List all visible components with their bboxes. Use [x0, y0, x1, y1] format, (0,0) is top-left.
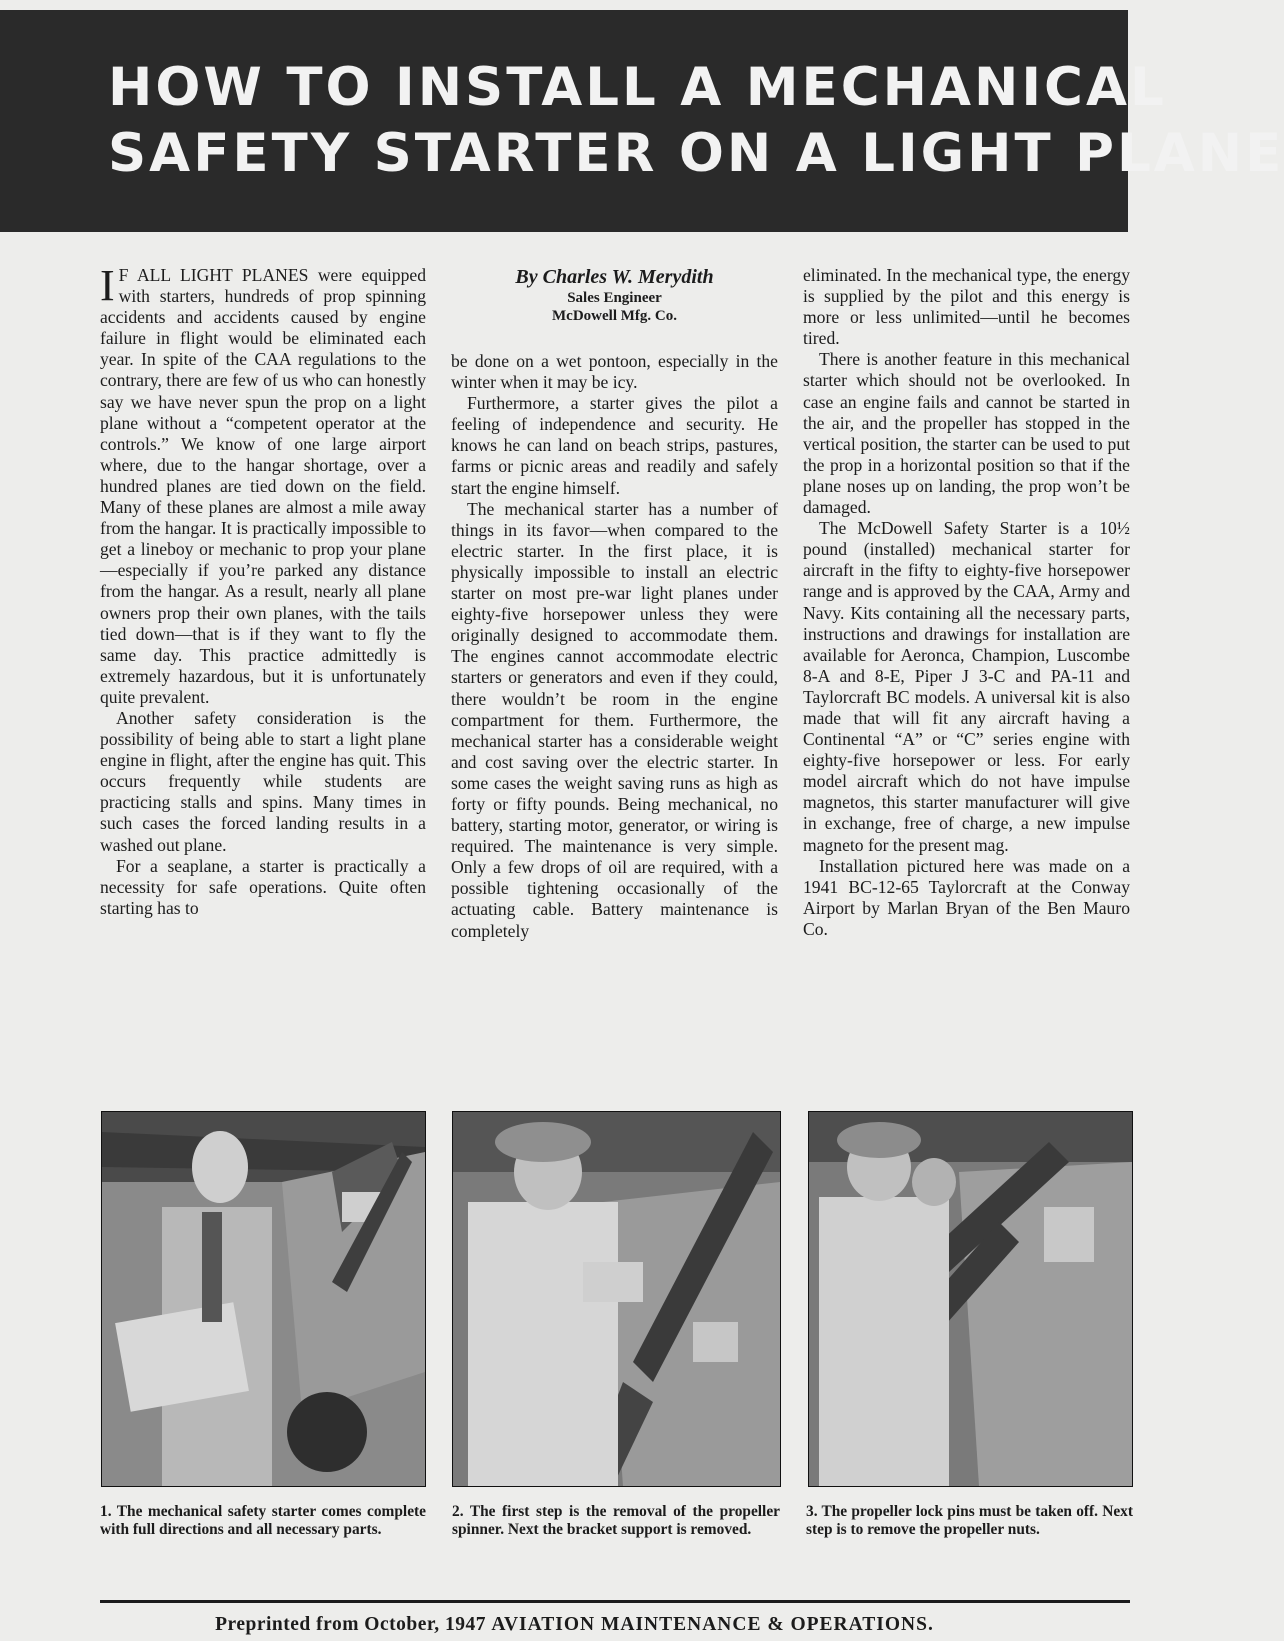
paragraph: Installation pictured here was made on a 1941 BC-12-65 Taylorcraft at the Conway Airport by Marlan Bryan of the Ben Mauro Co. — [803, 855, 1130, 939]
photo-man-with-starter-kit — [101, 1111, 426, 1487]
footer-divider — [100, 1600, 1130, 1603]
byline-role: Sales Engineer — [567, 290, 662, 306]
photo-removing-lock-pins — [808, 1111, 1133, 1487]
paragraph: eliminated. In the mechanical type, the energy is supplied by the pilot and this energy is more or less unlimited—until he becomes tired. — [803, 265, 1130, 349]
paragraph: Furthermore, a starter gives the pilot a feeling of independence and security. He knows he can land on beach strips, pastures, farms or picnic areas and readily and safely start the engine himself. — [451, 393, 778, 498]
paragraph: be done on a wet pontoon, especially in the winter when it may be icy. — [451, 351, 778, 393]
footer-publication: AVIATION MAINTENANCE & OPERATIONS. — [491, 1614, 934, 1635]
drop-cap: I — [100, 261, 115, 310]
headline-line-2: SAFETY STARTER ON A LIGHT PLANE — [108, 123, 1284, 184]
photo-removing-spinner — [452, 1111, 781, 1487]
byline — [451, 265, 778, 325]
paragraph: For a seaplane, a starter is practically a necessity for safe operations. Quite often starting has to — [100, 855, 426, 918]
paragraph: There is another feature in this mechanical starter which should not be overlooked. In case an engine fails and cannot be started in the air, and the propeller has stopped in the vertical position, the starter can be used to put the prop in a horizontal position so that if the plane noses up on landing, the prop won’t be damaged. — [803, 349, 1130, 518]
footer-prefix: Preprinted from October, 1947 — [215, 1614, 486, 1635]
byline-author: By Charles W. Merydith — [515, 266, 714, 288]
paragraph: The mechanical starter has a number of things in its favor—when compared to the electric starter. In the first place, it is physically impossible to install an electric starter on most pre-war light planes under eighty-five horsepower unless they were originally designed to accommodate them. The engines cannot accommodate electric starters or generators and even if they could, there wouldn’t be room in the engine compartment for them. Furthermore, the mechanical starter has a considerable weight and cost saving over the electric starter. In some cases the weight saving runs as high as forty or fifty pounds. Being mechanical, no battery, starting motor, generator, or wiring is required. The maintenance is very simple. Only a few drops of oil are required, with a possible tightening occasionally of the actuating cable. Battery maintenance is completely — [451, 498, 778, 941]
byline-company: McDowell Mfg. Co. — [552, 308, 677, 324]
photo-caption-1: 1. The mechanical safety starter comes complete with full directions and all necessary parts. — [100, 1503, 426, 1538]
paragraph — [100, 261, 426, 708]
headline-line-1: HOW TO INSTALL A MECHANICAL — [108, 57, 1167, 118]
photo-caption-3: 3. The propeller lock pins must be taken off. Next step is to remove the propeller nuts. — [806, 1503, 1133, 1538]
footer-credit — [0, 1613, 1149, 1637]
paragraph-text: F ALL LIGHT PLANES were equipped with starters, hundreds of prop spinning accidents and accidents caused by engine failure in flight would be eliminated each year. In spite of the CAA regulations to the contrary, there are few of us who can honestly say we have never spun the prop on a light plane without a “competent operator at the controls.” We know of one large airport where, due to the hangar shortage, over a hundred planes are tied down on the field. Many of these planes are almost a mile away from the hangar. It is practically impossible to get a lineboy or mechanic to prop your plane—especially if you’re parked any distance from the hangar. As a result, nearly all plane owners prop their own planes, with the tails tied down—that is if they want to fly the same day. This practice admittedly is extremely hazardous, but it is unfortunately quite prevalent. — [100, 265, 426, 707]
paragraph: Another safety consideration is the possibility of being able to start a light plane engine in flight, after the engine has quit. This occurs frequently while students are practicing stalls and spins. Many times in such cases the forced landing results in a washed out plane. — [100, 707, 426, 855]
article-column-1 — [100, 261, 426, 919]
paragraph: The McDowell Safety Starter is a 10½ pound (installed) mechanical starter for aircraft in the fifty to eighty-five horsepower range and is approved by the CAA, Army and Navy. Kits containing all the necessary parts, instructions and drawings for installation are available for Aeronca, Champion, Luscombe 8-A and 8-E, Piper J 3-C and PA-11 and Taylorcraft BC models. A universal kit is also made that will fit any aircraft having a Continental “A” or “C” series engine with eighty-five horsepower or less. For early model aircraft which do not have impulse magnetos, this starter manufacturer will give in exchange, free of charge, a new impulse magneto for the present mag. — [803, 518, 1130, 855]
article-column-2 — [451, 265, 778, 942]
headline-banner — [0, 10, 1284, 232]
article-column-3 — [803, 265, 1130, 940]
photo-caption-2: 2. The first step is the removal of the propeller spinner. Next the bracket support is removed. — [452, 1503, 780, 1538]
